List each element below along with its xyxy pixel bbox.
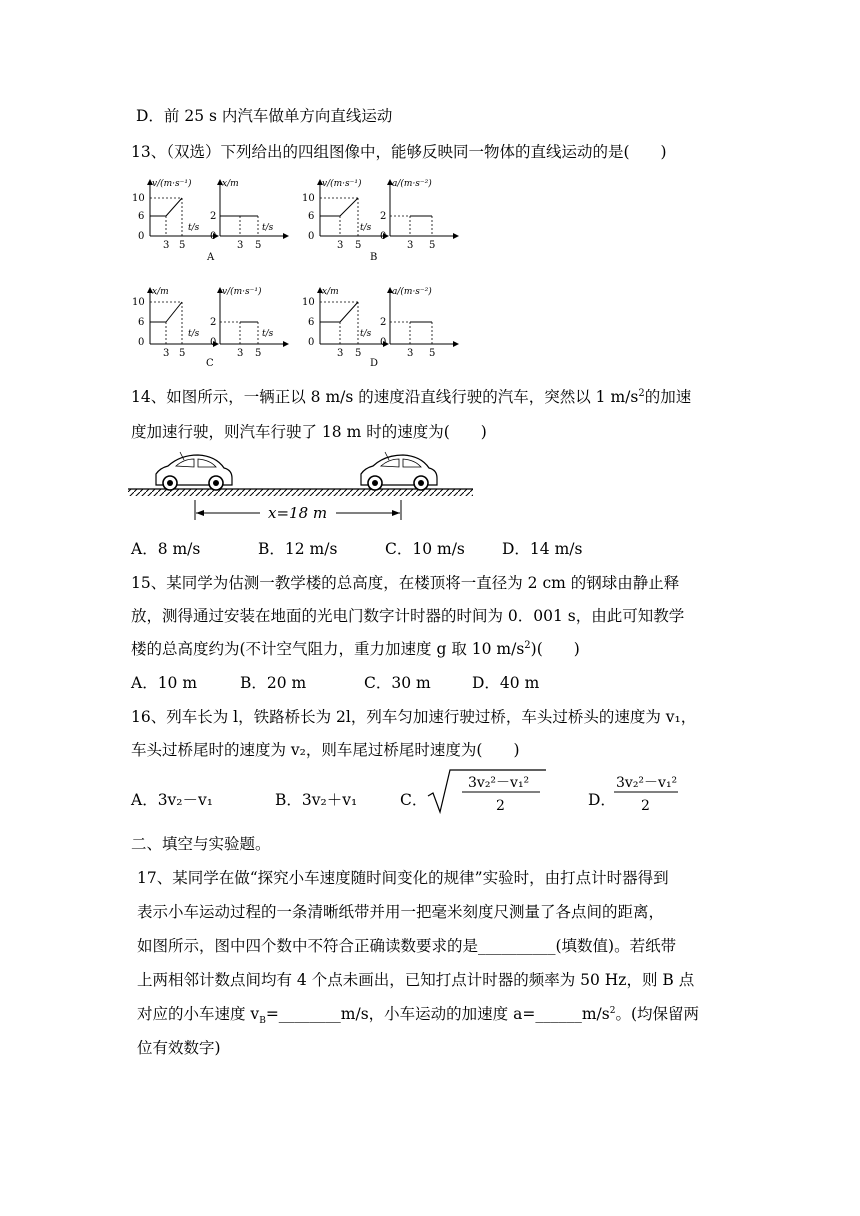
tick-label: 3 bbox=[237, 240, 244, 251]
q17-line4: 上两相邻计数点间均有 4 个点未画出，已知打点计时器的频率为 50 Hz，则 B 点 bbox=[137, 971, 695, 989]
q14-stem-b: 的加速 bbox=[644, 388, 692, 406]
tick-label: 6 bbox=[308, 317, 315, 328]
q13-label-a: A bbox=[207, 252, 215, 263]
axis-label: v/(m·s⁻¹) bbox=[152, 179, 192, 189]
q15-line1: 15、某同学为估测一教学楼的总高度，在楼顶将一直径为 2 cm 的钢球由静止释 bbox=[131, 574, 680, 592]
tick-label: 2 bbox=[380, 211, 387, 222]
q17-line5-sup: 2 bbox=[609, 1005, 616, 1016]
q16-option-c-label: C． bbox=[400, 791, 428, 809]
tick-label: 2 bbox=[380, 317, 387, 328]
tick-label: 10 bbox=[132, 193, 145, 204]
q13-graph-d-at bbox=[370, 280, 460, 360]
q14-stem-line2: 度加速行驶，则汽车行驶了 18 m 时的速度为( ) bbox=[131, 423, 487, 441]
axis-label: t/s bbox=[262, 223, 274, 233]
tick-label: 6 bbox=[138, 211, 145, 222]
axis-label: t/s bbox=[262, 329, 274, 339]
q16-option-c-den: 2 bbox=[496, 798, 505, 814]
q15-line2: 放，测得通过安装在地面的光电门数字计时器的时间为 0．001 s，由此可知教学 bbox=[131, 607, 685, 625]
tick-label: 0 bbox=[138, 337, 145, 348]
q13-graph-c-vt bbox=[200, 280, 290, 360]
tick-label: 5 bbox=[179, 348, 186, 359]
q17-line6: 位有效数字) bbox=[137, 1039, 221, 1057]
tick-label: 0 bbox=[308, 231, 315, 242]
tick-label: 5 bbox=[355, 240, 362, 251]
q15-option-b: B．20 m bbox=[240, 674, 307, 692]
q15-line3-a: 楼的总高度约为(不计空气阻力，重力加速度 g 取 10 m/s bbox=[131, 640, 525, 658]
tick-label: 5 bbox=[255, 348, 262, 359]
q13-label-d: D bbox=[370, 358, 379, 369]
tick-label: 6 bbox=[138, 317, 145, 328]
tick-label: 10 bbox=[132, 297, 145, 308]
tick-label: 5 bbox=[355, 348, 362, 359]
tick-label: 3 bbox=[237, 348, 244, 359]
section-title: 二、填空与实验题。 bbox=[131, 835, 271, 853]
q15-option-c: C．30 m bbox=[364, 674, 431, 692]
axis-label: x/m bbox=[322, 287, 339, 297]
q12-option-d: D．前 25 s 内汽车做单方向直线运动 bbox=[136, 107, 393, 125]
q16-option-c-radical bbox=[426, 768, 548, 818]
q15-line3-sup: 2 bbox=[524, 639, 531, 651]
q15-option-d: D．40 m bbox=[472, 674, 540, 692]
axis-label: t/s bbox=[360, 329, 372, 339]
q16-option-d-label: D． bbox=[588, 791, 616, 809]
q14-stem-a: 14、如图所示，一辆正以 8 m/s 的速度沿直线行驶的汽车，突然以 1 m/s bbox=[131, 388, 639, 406]
axis-label: t/s bbox=[188, 223, 200, 233]
q14-car-figure bbox=[128, 450, 473, 525]
q14-stem-line1 bbox=[131, 385, 691, 407]
tick-label: 5 bbox=[429, 240, 436, 251]
q14-option-d: D．14 m/s bbox=[502, 540, 583, 558]
distance-label: x=18 m bbox=[268, 504, 328, 522]
tick-label: 5 bbox=[179, 240, 186, 251]
tick-label: 10 bbox=[302, 193, 315, 204]
tick-label: 2 bbox=[210, 317, 217, 328]
tick-label: 3 bbox=[163, 240, 170, 251]
q17-line3: 如图所示，图中四个数中不符合正确读数要求的是__________(填数值)。若纸带 bbox=[137, 937, 677, 955]
axis-label: v/(m·s⁻¹) bbox=[222, 287, 262, 297]
q15-line3 bbox=[131, 637, 580, 659]
q16-option-a: A．3v₂－v₁ bbox=[131, 791, 213, 809]
q15-option-a: A．10 m bbox=[131, 674, 198, 692]
q17-line5-sub: B bbox=[259, 1016, 266, 1027]
q17-line5 bbox=[137, 1002, 699, 1026]
q14-option-c: C．10 m/s bbox=[385, 540, 465, 558]
q17-line5-c: 。(均保留两 bbox=[615, 1005, 700, 1023]
tick-label: 3 bbox=[163, 348, 170, 359]
tick-label: 2 bbox=[210, 211, 217, 222]
tick-label: 6 bbox=[308, 211, 315, 222]
q17-line2: 表示小车运动过程的一条清晰纸带并用一把毫米刻度尺测量了各点间的距离， bbox=[137, 903, 665, 921]
q16-option-d-fraction bbox=[612, 768, 682, 818]
q16-line2: 车头过桥尾时的速度为 v₂，则车尾过桥尾时速度为( ) bbox=[131, 741, 520, 759]
q16-option-c-num: 3v₂²－v₁² bbox=[468, 775, 530, 791]
axis-label: t/s bbox=[188, 329, 200, 339]
axis-label: a/(m·s⁻²) bbox=[392, 179, 432, 189]
tick-label: 5 bbox=[255, 240, 262, 251]
q14-stem-sup: 2 bbox=[638, 387, 645, 399]
car-icon bbox=[361, 452, 437, 490]
q16-option-d-num: 3v₂²－v₁² bbox=[616, 775, 678, 791]
tick-label: 0 bbox=[308, 337, 315, 348]
q17-line5-a: 对应的小车速度 v bbox=[137, 1005, 260, 1023]
tick-label: 0 bbox=[380, 231, 387, 242]
tick-label: 10 bbox=[302, 297, 315, 308]
axis-label: t/s bbox=[360, 223, 372, 233]
tick-label: 0 bbox=[380, 337, 387, 348]
axis-label: x/m bbox=[152, 287, 169, 297]
q13-graph-b-at bbox=[370, 172, 460, 252]
tick-label: 0 bbox=[210, 337, 217, 348]
q14-option-b: B．12 m/s bbox=[258, 540, 338, 558]
tick-label: 3 bbox=[337, 240, 344, 251]
axis-label: v/(m·s⁻¹) bbox=[322, 179, 362, 189]
q13-label-b: B bbox=[370, 252, 378, 263]
tick-label: 0 bbox=[138, 231, 145, 242]
tick-label: 3 bbox=[407, 348, 414, 359]
q13-label-c: C bbox=[206, 358, 214, 369]
q17-line1: 17、某同学在做“探究小车速度随时间变化的规律”实验时，由打点计时器得到 bbox=[137, 869, 669, 887]
q16-option-d-den: 2 bbox=[641, 798, 650, 814]
tick-label: 3 bbox=[337, 348, 344, 359]
q13-graph-a-xt bbox=[200, 172, 290, 252]
tick-label: 0 bbox=[210, 231, 217, 242]
q15-line3-b: )( ) bbox=[530, 640, 580, 658]
q14-option-a: A．8 m/s bbox=[131, 540, 201, 558]
car-icon bbox=[156, 452, 232, 490]
tick-label: 5 bbox=[429, 348, 436, 359]
axis-label: a/(m·s⁻²) bbox=[392, 287, 432, 297]
axis-label: x/m bbox=[222, 179, 239, 189]
q16-option-b: B．3v₂＋v₁ bbox=[275, 791, 358, 809]
tick-label: 3 bbox=[407, 240, 414, 251]
q16-line1: 16、列车长为 l，铁路桥长为 2l，列车匀加速行驶过桥，车头过桥头的速度为 v₁， bbox=[131, 708, 697, 726]
q13-stem: 13、（双选）下列给出的四组图像中，能够反映同一物体的直线运动的是( ) bbox=[131, 143, 667, 161]
q17-line5-b: =________m/s，小车运动的加速度 a=______m/s bbox=[265, 1005, 610, 1023]
